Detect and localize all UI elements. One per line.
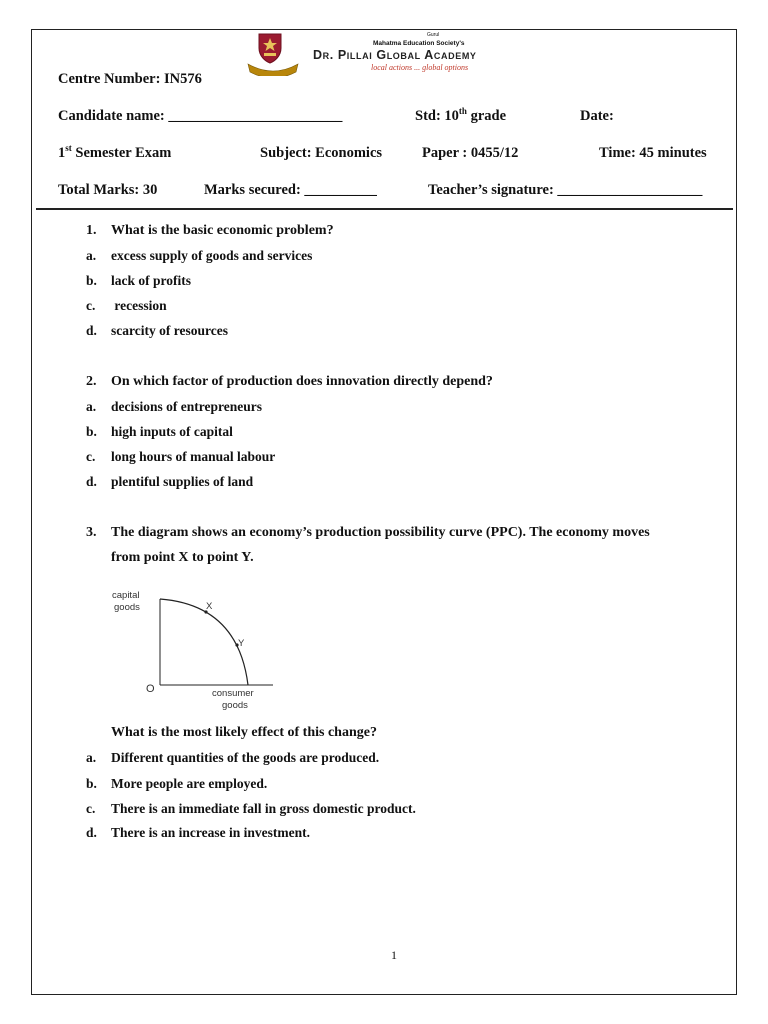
q3-option-b: More people are employed. <box>111 776 268 791</box>
q3-option-c: There is an immediate fall in gross domestic product. <box>111 801 416 816</box>
ppc-origin-label: O <box>146 683 155 695</box>
teacher-signature-field: Teacher’s signature: ____________________ <box>428 182 703 198</box>
logo-top-text: Gurul <box>427 32 440 38</box>
academy-ribbon-icon <box>246 60 300 76</box>
logo-tagline: local actions ... global options <box>371 63 469 72</box>
logo-society-name: Mahatma Education Society's <box>373 40 465 47</box>
q2-option-b-letter: b. <box>86 424 97 439</box>
q1-option-b: lack of profits <box>111 273 191 288</box>
q3-option-d: There is an increase in investment. <box>111 825 310 840</box>
centre-number: Centre Number: IN576 <box>58 71 202 87</box>
question-2-text: On which factor of production does innovation directly depend? <box>111 374 493 389</box>
page-border <box>31 29 737 995</box>
q2-option-d: plentiful supplies of land <box>111 474 254 489</box>
marks-secured-field: Marks secured: __________ <box>204 182 377 198</box>
q1-option-a: excess supply of goods and services <box>111 248 313 263</box>
semester-label: 1st Semester Exam <box>58 143 172 161</box>
ppc-diagram <box>108 585 278 715</box>
q2-option-c: long hours of manual labour <box>111 449 276 464</box>
q3-option-a-letter: a. <box>86 750 97 765</box>
q3-option-d-letter: d. <box>86 825 97 840</box>
question-1-text: What is the basic economic problem? <box>111 223 334 238</box>
ppc-y-label-1: capital <box>112 590 140 601</box>
paper-code: Paper : 0455/12 <box>422 145 519 161</box>
question-3-followup: What is the most likely effect of this change? <box>111 725 377 740</box>
std-label: Std: 10th grade <box>415 106 506 124</box>
subject-label: Subject: Economics <box>260 145 383 161</box>
q3-option-b-letter: b. <box>86 776 97 791</box>
q2-option-a-letter: a. <box>86 399 97 414</box>
ppc-point-x-label: X <box>206 601 213 612</box>
q1-option-a-letter: a. <box>86 248 97 263</box>
question-1-number: 1. <box>86 223 97 238</box>
q1-option-c-letter: c. <box>86 298 96 313</box>
page-number: 1 <box>391 948 397 962</box>
date-label: Date: <box>580 108 614 124</box>
q1-option-c: recession <box>111 298 167 313</box>
q1-option-d: scarcity of resources <box>111 323 228 338</box>
question-3-text-line-2: from point X to point Y. <box>111 550 254 565</box>
q2-option-d-letter: d. <box>86 474 97 489</box>
q1-option-d-letter: d. <box>86 323 97 338</box>
candidate-name-field: Candidate name: ________________________ <box>58 108 343 124</box>
question-3-number: 3. <box>86 525 97 540</box>
q2-option-a: decisions of entrepreneurs <box>111 399 262 414</box>
time-allowed: Time: 45 minutes <box>599 145 707 161</box>
q3-option-a: Different quantities of the goods are produced. <box>111 750 380 765</box>
ppc-point-y-label: Y <box>238 638 245 649</box>
ppc-x-label-1: consumer <box>212 688 254 699</box>
ppc-y-label-2: goods <box>114 602 140 613</box>
ppc-x-label-2: goods <box>222 700 248 711</box>
logo-academy-name: Dr. Pillai Global Academy <box>313 48 477 62</box>
ppc-curve <box>160 599 248 685</box>
q2-option-b: high inputs of capital <box>111 424 233 439</box>
total-marks: Total Marks: 30 <box>58 182 158 198</box>
question-2-number: 2. <box>86 374 97 389</box>
question-3-text-line-1: The diagram shows an economy’s production possibility curve (PPC). The economy moves <box>111 525 650 540</box>
q1-option-b-letter: b. <box>86 273 97 288</box>
header-divider <box>36 208 733 210</box>
q2-option-c-letter: c. <box>86 449 96 464</box>
q3-option-c-letter: c. <box>86 801 96 816</box>
